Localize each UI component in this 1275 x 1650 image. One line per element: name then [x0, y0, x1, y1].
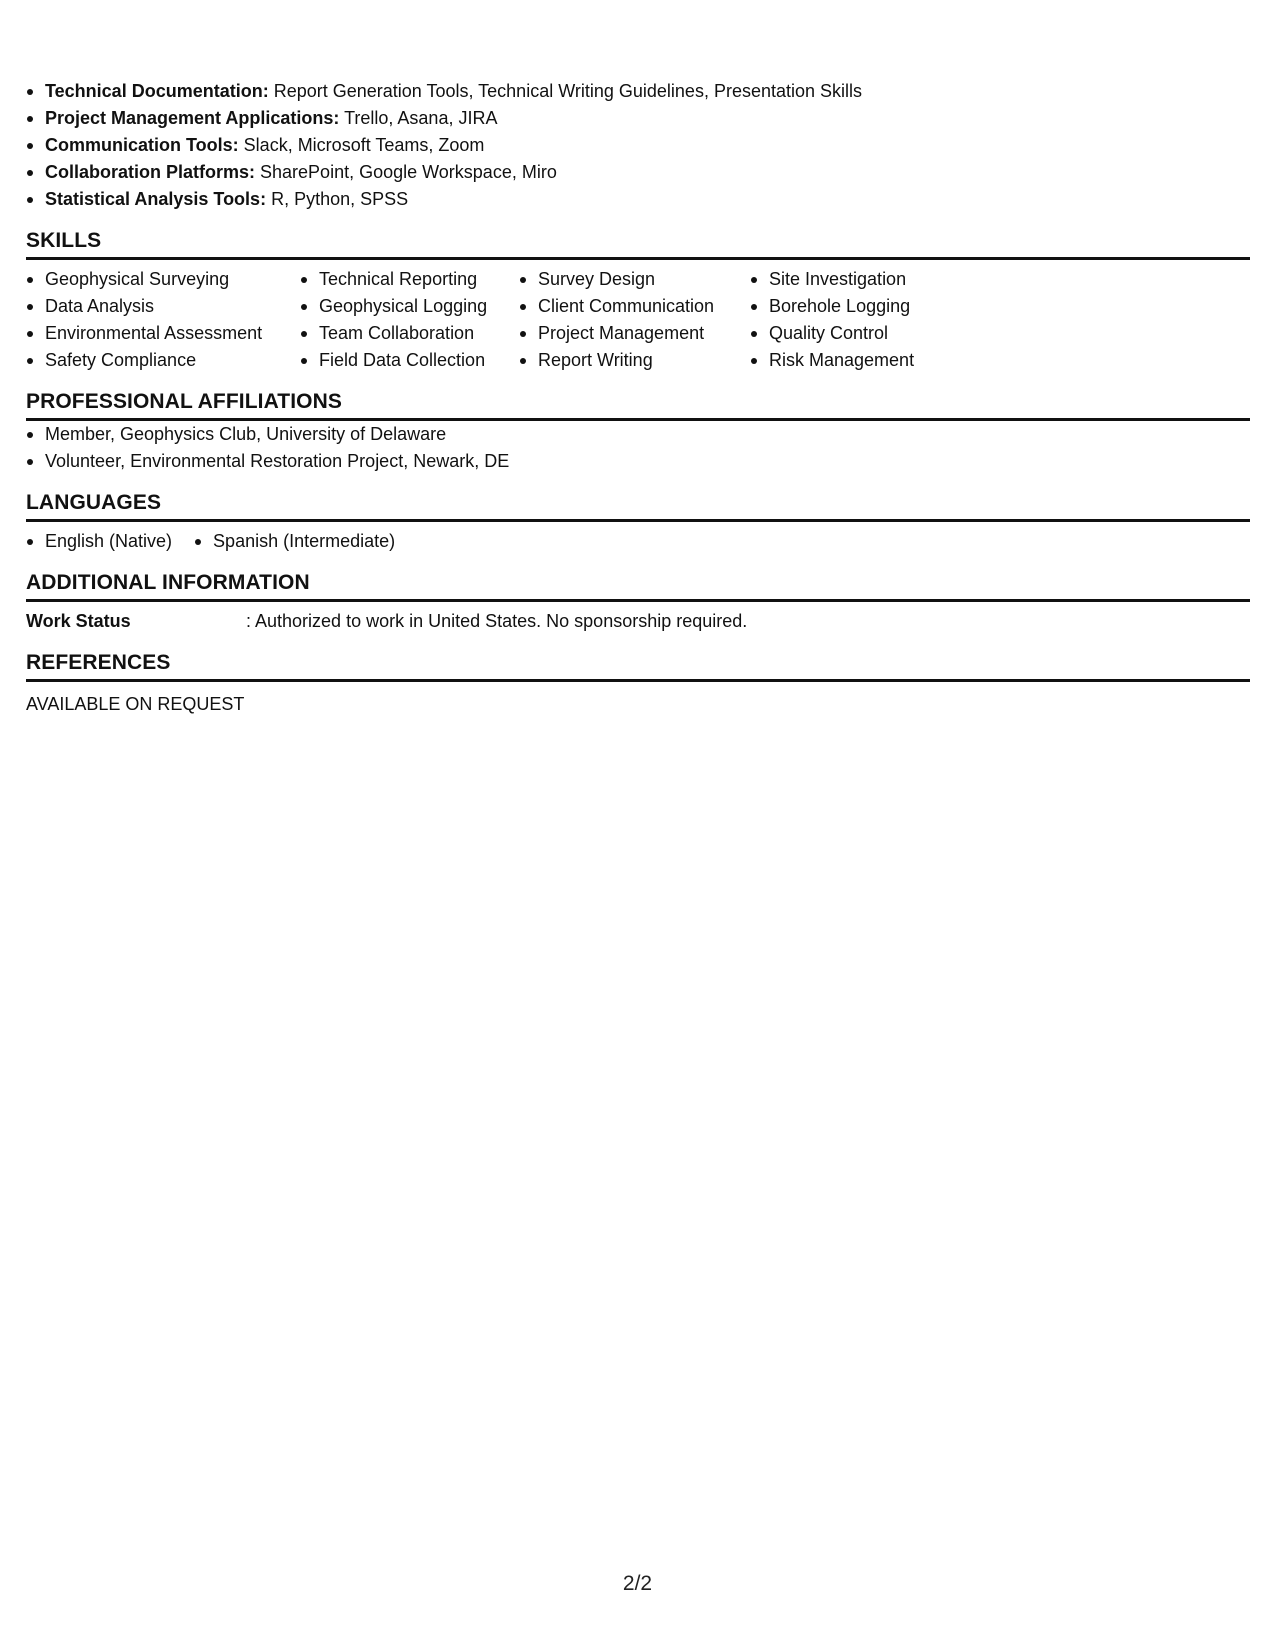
- skill-item: Geophysical Surveying: [26, 266, 300, 293]
- skills-column: [26, 266, 300, 374]
- skill-item: Geophysical Logging: [300, 293, 519, 320]
- tools-list: [26, 78, 1250, 213]
- skills-column: [750, 266, 970, 374]
- skill-item: Environmental Assessment: [26, 320, 300, 347]
- languages-heading: LANGUAGES: [26, 475, 1250, 522]
- work-status-label: Work Status: [26, 611, 131, 631]
- tool-item: [26, 159, 1250, 186]
- skill-item: Quality Control: [750, 320, 970, 347]
- affiliation-item: Member, Geophysics Club, University of Delaware: [26, 421, 1250, 448]
- skill-item: Survey Design: [519, 266, 750, 293]
- tool-value: Report Generation Tools, Technical Writing Guidelines, Presentation Skills: [268, 81, 863, 101]
- skills-section: [26, 213, 1250, 374]
- affiliations-list: [26, 421, 1250, 475]
- skills-column: [519, 266, 750, 374]
- skill-item: Site Investigation: [750, 266, 970, 293]
- tool-item: [26, 105, 1250, 132]
- tool-item: [26, 186, 1250, 213]
- affiliations-section: [26, 374, 1250, 475]
- resume-page: [26, 78, 1250, 718]
- skills-grid: [26, 260, 1250, 374]
- affiliation-item: Volunteer, Environmental Restoration Project, Newark, DE: [26, 448, 1250, 475]
- tool-value: SharePoint, Google Workspace, Miro: [255, 162, 557, 182]
- skill-item: Technical Reporting: [300, 266, 519, 293]
- references-heading: REFERENCES: [26, 635, 1250, 682]
- languages-row: [26, 522, 1250, 555]
- skill-item: Risk Management: [750, 347, 970, 374]
- skill-item: Safety Compliance: [26, 347, 300, 374]
- tool-value: R, Python, SPSS: [266, 189, 409, 209]
- skill-item: Borehole Logging: [750, 293, 970, 320]
- tool-label: Collaboration Platforms:: [45, 162, 256, 182]
- tool-value: Trello, Asana, JIRA: [339, 108, 498, 128]
- skills-column: [300, 266, 519, 374]
- tool-item: [26, 78, 1250, 105]
- additional-info-section: [26, 555, 1250, 635]
- language-list: [26, 528, 417, 555]
- skill-item: Field Data Collection: [300, 347, 519, 374]
- skills-heading: SKILLS: [26, 213, 1250, 260]
- language-item: English (Native): [26, 528, 172, 555]
- references-text: AVAILABLE ON REQUEST: [26, 694, 245, 714]
- tool-label: Project Management Applications:: [45, 108, 340, 128]
- language-item: Spanish (Intermediate): [194, 528, 395, 555]
- tool-item: [26, 132, 1250, 159]
- additional-info-heading: ADDITIONAL INFORMATION: [26, 555, 1250, 602]
- languages-section: [26, 475, 1250, 555]
- skill-item: Client Communication: [519, 293, 750, 320]
- tool-label: Communication Tools:: [45, 135, 239, 155]
- skill-item: Data Analysis: [26, 293, 300, 320]
- work-status-value: : Authorized to work in United States. No sponsorship required.: [246, 611, 748, 631]
- tool-label: Technical Documentation:: [45, 81, 269, 101]
- skill-item: Project Management: [519, 320, 750, 347]
- affiliations-heading: PROFESSIONAL AFFILIATIONS: [26, 374, 1250, 421]
- references-section: [26, 635, 1250, 718]
- skill-item: Team Collaboration: [300, 320, 519, 347]
- work-status-row: [26, 602, 1250, 635]
- skill-item: Report Writing: [519, 347, 750, 374]
- page-number: 2/2: [622, 1572, 653, 1595]
- tool-value: Slack, Microsoft Teams, Zoom: [238, 135, 485, 155]
- tool-label: Statistical Analysis Tools:: [45, 189, 267, 209]
